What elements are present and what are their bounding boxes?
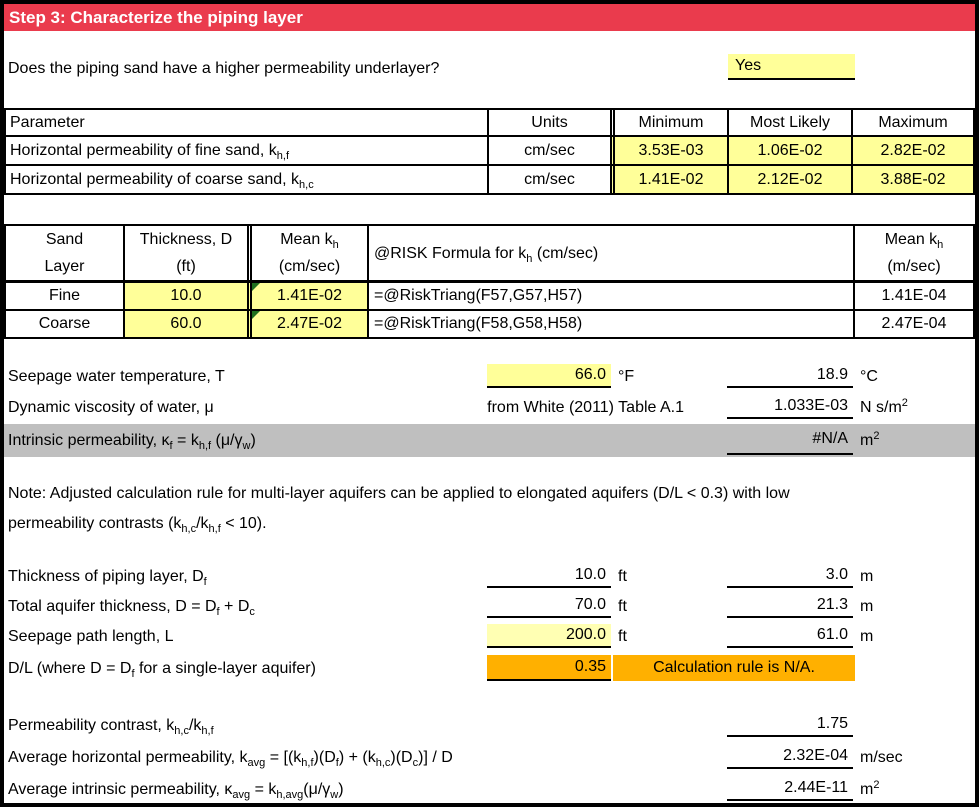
formula-warning-marker-icon bbox=[252, 311, 260, 319]
mean-kh-m-fine: 1.41E-04 bbox=[853, 283, 973, 309]
param-min-fine-cell[interactable]: 3.53E-03 bbox=[610, 137, 727, 164]
avg-horizontal-permeability-value: 2.32E-04 bbox=[727, 745, 853, 769]
step-title: Step 3: Characterize the piping layer bbox=[9, 8, 303, 27]
avg-horizontal-permeability-label: Average horizontal permeability, $k_{avg} = [(k_{h,f})(D_f) + (k_{h,c})(D_c)] / D$ bbox=[8, 749, 453, 769]
header-maximum: Maximum bbox=[851, 110, 973, 135]
dl-ratio-label: D/L (where $D = D_f$ for a single-layer aquifer) bbox=[8, 660, 316, 680]
layer-table bbox=[4, 224, 975, 339]
table-row bbox=[6, 135, 973, 164]
layer-name-coarse: Coarse bbox=[38, 315, 91, 332]
temperature-label: Seepage water temperature, T bbox=[8, 368, 225, 385]
layer-name-fine: Fine bbox=[48, 287, 81, 304]
table-row bbox=[6, 283, 973, 309]
param-max-coarse-cell[interactable]: 3.88E-02 bbox=[851, 166, 973, 193]
dl-ratio-message: Calculation rule is N/A. bbox=[613, 655, 855, 681]
header-thickness: Thickness, D (ft) bbox=[123, 226, 247, 280]
table-row bbox=[6, 309, 973, 337]
step-title-bar bbox=[4, 4, 975, 31]
piping-thickness-m: 3.0 bbox=[727, 564, 853, 588]
temperature-f-unit: °F bbox=[618, 368, 635, 385]
seepage-length-m-unit: m bbox=[860, 628, 874, 645]
piping-thickness-ft-unit: ft bbox=[618, 568, 627, 585]
param-mostlikely-fine-cell[interactable]: 1.06E-02 bbox=[727, 137, 851, 164]
parameter-table-header-row bbox=[6, 110, 973, 135]
permeability-contrast-value: 1.75 bbox=[727, 713, 853, 737]
dl-ratio-value: 0.35 bbox=[487, 655, 611, 681]
header-most-likely: Most Likely bbox=[727, 110, 851, 135]
total-thickness-label: Total aquifer thickness, $D = D_f + D_c$ bbox=[8, 598, 255, 618]
viscosity-value: 1.033E-03 bbox=[727, 395, 853, 419]
answer-cell[interactable]: Yes bbox=[728, 54, 855, 80]
temperature-c-unit: °C bbox=[860, 368, 878, 385]
formula-warning-marker-icon bbox=[252, 283, 260, 291]
header-mean-kh-cm: Mean $k_h$ (cm/sec) bbox=[247, 226, 367, 280]
temperature-f-cell[interactable]: 66.0 bbox=[487, 364, 611, 388]
param-label-coarse: Horizontal permeability of coarse sand, $k_{h,c}$ bbox=[10, 171, 314, 191]
seepage-length-label: Seepage path length, L bbox=[8, 628, 174, 645]
seepage-length-m: 61.0 bbox=[727, 624, 853, 648]
total-thickness-ft: 70.0 bbox=[487, 594, 611, 618]
param-label-fine: Horizontal permeability of fine sand, $k_{h,f}$ bbox=[10, 142, 290, 162]
note-line-2: permeability contrasts $(k_{h,c}/k_{h,f} < 10)$. bbox=[8, 515, 267, 535]
param-max-fine-cell[interactable]: 2.82E-02 bbox=[851, 137, 973, 164]
intrinsic-permeability-band bbox=[4, 424, 975, 457]
viscosity-label: Dynamic viscosity of water, μ bbox=[8, 399, 214, 416]
param-min-coarse-cell[interactable]: 1.41E-02 bbox=[610, 166, 727, 193]
param-units-coarse: cm/sec bbox=[487, 166, 610, 193]
viscosity-source: from White (2011) Table A.1 bbox=[487, 399, 684, 416]
risk-formula-coarse: =@RiskTriang(F58,G58,H58) bbox=[367, 311, 853, 337]
header-mean-kh-m: Mean $k_h$ (m/sec) bbox=[853, 226, 973, 280]
seepage-length-ft-cell[interactable]: 200.0 bbox=[487, 624, 611, 648]
thickness-coarse-cell[interactable]: 60.0 bbox=[123, 311, 247, 337]
temperature-c-value: 18.9 bbox=[727, 364, 853, 388]
note-text bbox=[8, 479, 972, 539]
piping-thickness-m-unit: m bbox=[860, 568, 874, 585]
piping-thickness-ft: 10.0 bbox=[487, 564, 611, 588]
header-parameter: Parameter bbox=[10, 114, 85, 131]
total-thickness-ft-unit: ft bbox=[618, 598, 627, 615]
seepage-length-ft-unit: ft bbox=[618, 628, 627, 645]
total-thickness-m-unit: m bbox=[860, 598, 874, 615]
avg-intrinsic-permeability-label: Average intrinsic permeability, $\kappa_{avg} = k_{h,avg}(\mu/\gamma_w)$ bbox=[8, 781, 344, 801]
table-row bbox=[6, 164, 973, 193]
mean-kh-cm-fine-cell[interactable]: 1.41E-02 bbox=[247, 283, 367, 309]
header-units: Units bbox=[487, 110, 610, 135]
mean-kh-m-coarse: 2.47E-04 bbox=[853, 311, 973, 337]
avg-horizontal-permeability-unit: m/sec bbox=[860, 749, 903, 766]
param-mostlikely-coarse-cell[interactable]: 2.12E-02 bbox=[727, 166, 851, 193]
header-risk-formula: @RISK Formula for $k_h$ (cm/sec) bbox=[367, 226, 853, 280]
intrinsic-value: #N/A bbox=[727, 424, 853, 455]
intrinsic-unit: $m^2$ bbox=[860, 430, 880, 449]
avg-intrinsic-permeability-unit: $m^2$ bbox=[860, 779, 880, 798]
piping-thickness-label: Thickness of piping layer, $D_f$ bbox=[8, 568, 207, 588]
question-label: Does the piping sand have a higher permeability underlayer? bbox=[8, 60, 440, 77]
permeability-contrast-label: Permeability contrast, $k_{h,c}/k_{h,f}$ bbox=[8, 717, 214, 737]
header-minimum: Minimum bbox=[610, 110, 727, 135]
header-sand-layer: Sand Layer bbox=[44, 231, 85, 275]
intrinsic-label: Intrinsic permeability, $\kappa_f = k_{h,f}$ $(\mu/\gamma_w)$ bbox=[8, 432, 256, 452]
layer-table-header-row bbox=[6, 226, 973, 283]
viscosity-unit: N $s/m^2$ bbox=[860, 397, 908, 416]
risk-formula-fine: =@RiskTriang(F57,G57,H57) bbox=[367, 283, 853, 309]
avg-intrinsic-permeability-value: 2.44E-11 bbox=[727, 777, 853, 801]
total-thickness-m: 21.3 bbox=[727, 594, 853, 618]
mean-kh-cm-coarse-cell[interactable]: 2.47E-02 bbox=[247, 311, 367, 337]
thickness-fine-cell[interactable]: 10.0 bbox=[123, 283, 247, 309]
parameter-table bbox=[4, 108, 975, 195]
note-line-1: Note: Adjusted calculation rule for multi-layer aquifers can be applied to elongated aquifers (D/L < 0.3) with low bbox=[8, 485, 790, 502]
param-units-fine: cm/sec bbox=[487, 137, 610, 164]
